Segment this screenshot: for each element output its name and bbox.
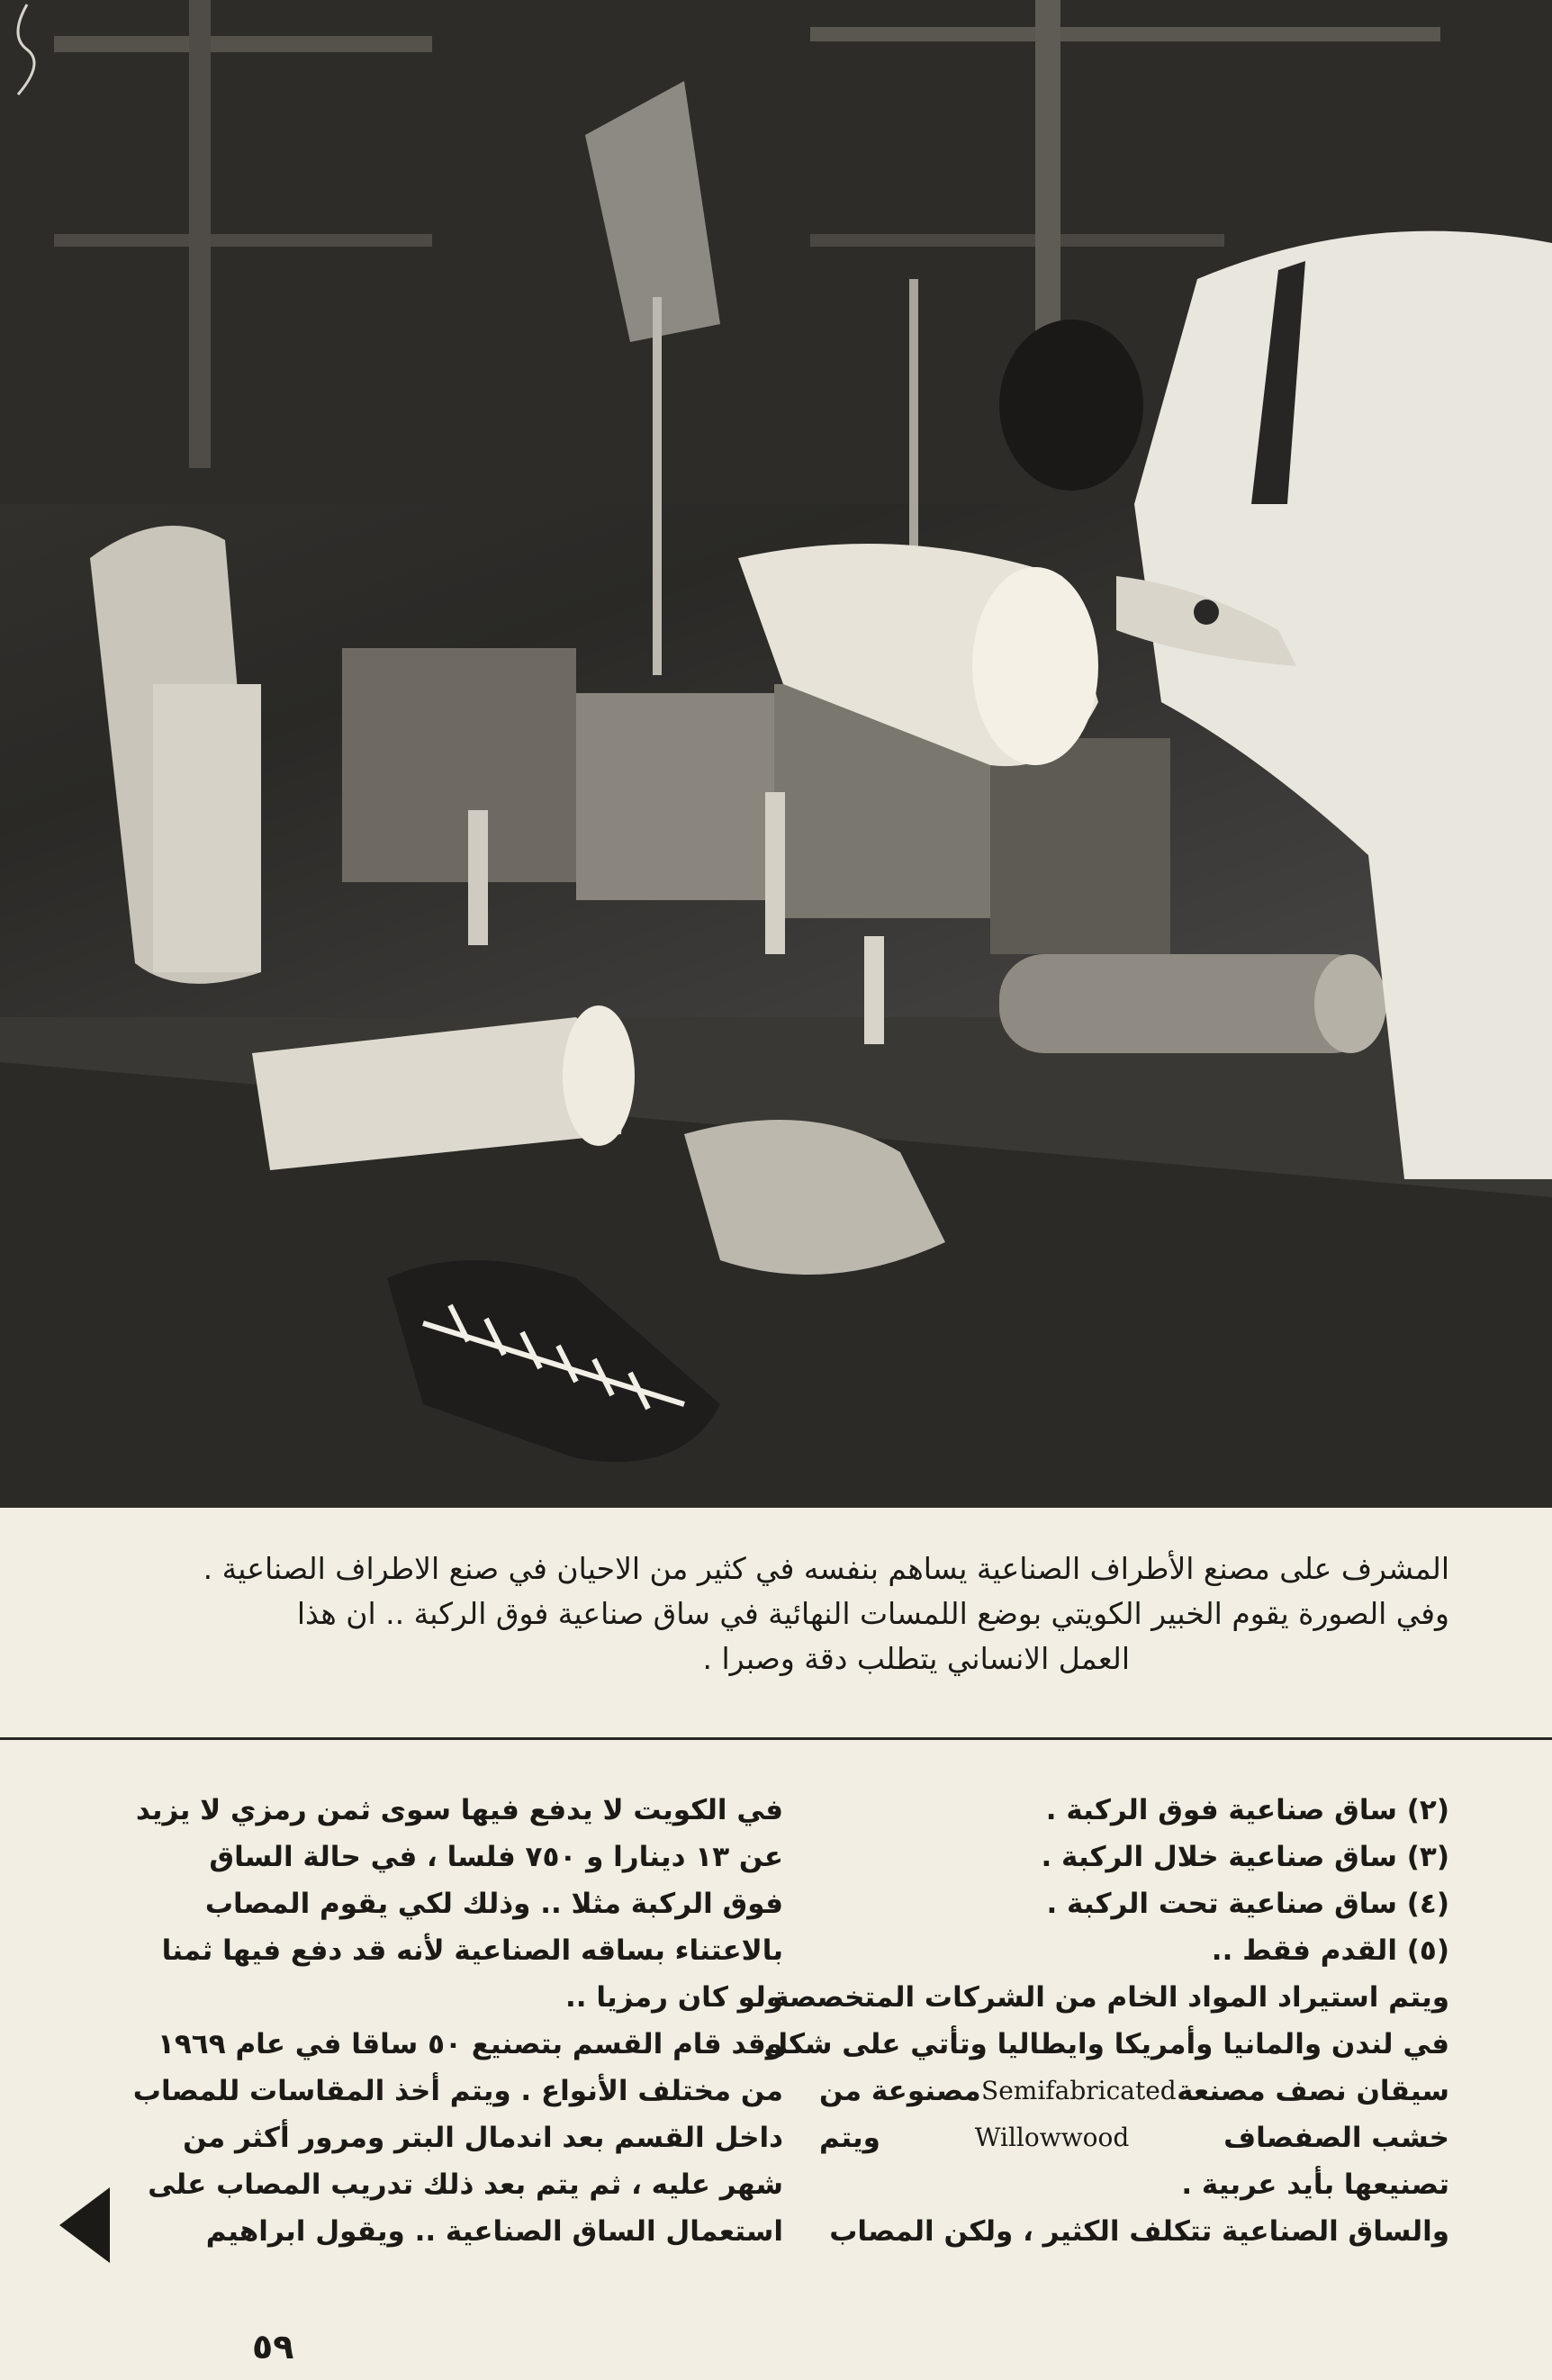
- photo-caption: [135, 1546, 1449, 1681]
- text-run: مصنوعة من: [819, 2075, 981, 2107]
- paragraph-line: وقد قام القسم بتصنيع ٥٠ ساقا في عام ١٩٦٩: [157, 2028, 783, 2060]
- paragraph-line: والساق الصناعية تتكلف الكثير ، ولكن المصاب: [829, 2215, 1449, 2248]
- text-run: خشب الصفصاف: [1223, 2122, 1449, 2154]
- paragraph-line: بالاعتناء بساقه الصناعية لأنه قد دفع فيها ثمنا: [161, 1934, 783, 1967]
- paragraph-line: فوق الركبة مثلا .. وذلك لكي يقوم المصاب: [204, 1888, 783, 1920]
- page-turn-arrow-icon: [59, 2187, 110, 2263]
- caption-line: العمل الانساني يتطلب دقة وصبرا .: [702, 1641, 1130, 1676]
- paragraph-line: في لندن والمانيا وأمريكا وايطاليا وتأتي على شكل: [763, 2028, 1449, 2060]
- signature-flourish: [0, 0, 54, 99]
- paragraph-line: عن ١٣ دينارا و ٧٥٠ فلسا ، في حالة الساق: [209, 1841, 783, 1873]
- latin-term: Semifabricated: [981, 2076, 1177, 2105]
- paragraph-line: شهر عليه ، ثم يتم بعد ذلك تدريب المصاب على: [148, 2168, 783, 2201]
- paragraph-line: في الكويت لا يدفع فيها سوى ثمن رمزي لا يزيد: [135, 1794, 783, 1826]
- list-item: (٣) ساق صناعية خلال الركبة .: [1041, 1841, 1449, 1873]
- section-divider: [0, 1737, 1552, 1740]
- paragraph-line: داخل القسم بعد اندمال البتر ومرور أكثر من: [183, 2122, 783, 2154]
- page-number: ٥٩: [252, 2327, 294, 2366]
- paragraph-line: ويتم استيراد المواد الخام من الشركات المتخصصة: [772, 1981, 1449, 2014]
- paragraph-line: من مختلف الأنواع . ويتم أخذ المقاسات للمصاب: [132, 2075, 783, 2107]
- paragraph-line: [819, 2068, 1449, 2114]
- text-run: سيقان نصف مصنعة: [1177, 2075, 1449, 2107]
- text-run: ويتم: [819, 2122, 880, 2154]
- paragraph-line: استعمال الساق الصناعية .. ويقول ابراهيم: [205, 2215, 783, 2248]
- caption-line: المشرف على مصنع الأطراف الصناعية يساهم بنفسه في كثير من الاحيان في صنع الاطراف الصناعية .: [203, 1551, 1449, 1586]
- article-column-left: [132, 1787, 783, 2255]
- list-item: (٢) ساق صناعية فوق الركبة .: [1045, 1794, 1449, 1826]
- paragraph-line: [819, 2114, 1449, 2161]
- caption-line: وفي الصورة يقوم الخبير الكويتي بوضع اللمسات النهائية في ساق صناعية فوق الركبة .. ان هذا: [296, 1596, 1449, 1631]
- list-item: (٥) القدم فقط ..: [1211, 1934, 1449, 1967]
- paragraph-line: تصنيعها بأيد عربية .: [1181, 2168, 1449, 2201]
- list-item: (٤) ساق صناعية تحت الركبة .: [1046, 1888, 1449, 1920]
- article-column-right: [763, 1787, 1449, 2255]
- latin-term: Willowwood: [974, 2123, 1130, 2152]
- paragraph-line: ولو كان رمزيا ..: [564, 1981, 783, 2014]
